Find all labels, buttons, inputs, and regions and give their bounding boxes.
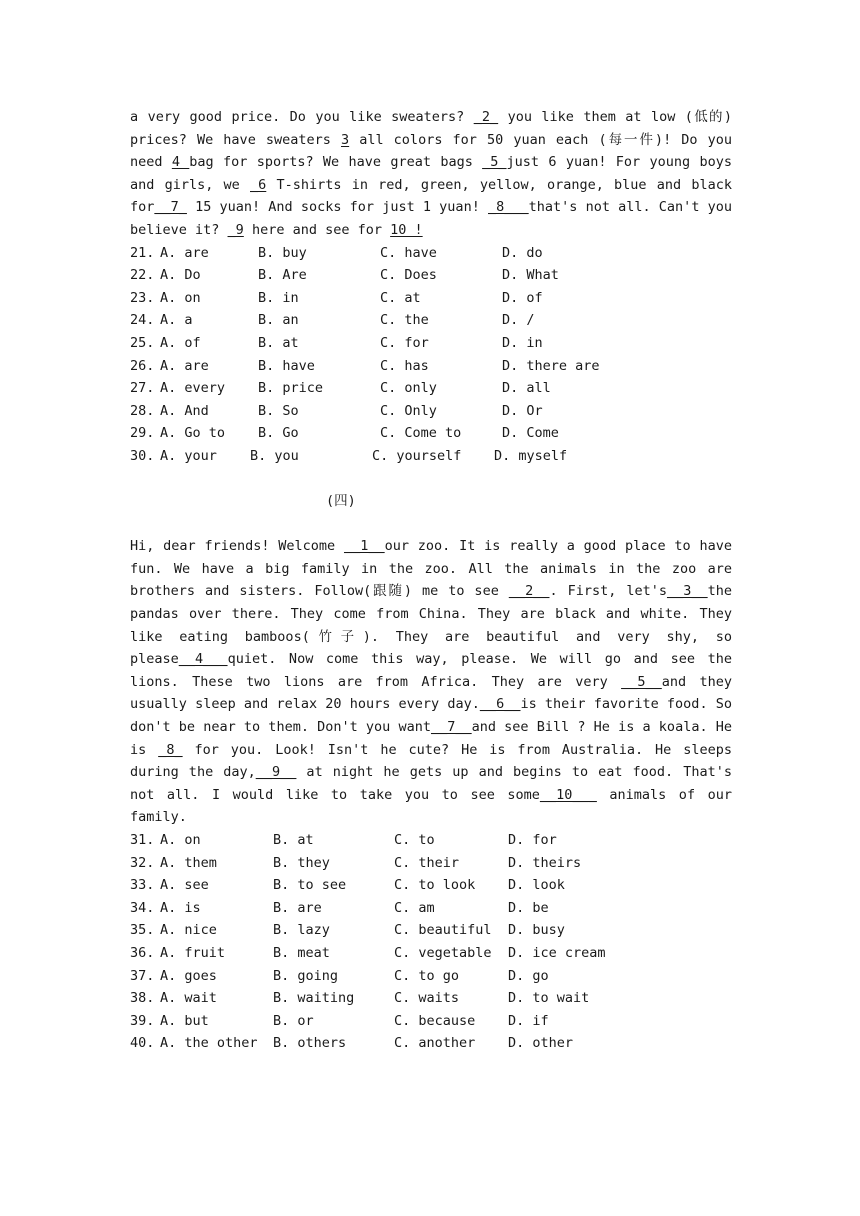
option-d: D. be xyxy=(508,899,549,916)
option-d: D. do xyxy=(502,244,543,261)
option-b: B. waiting xyxy=(273,990,355,1007)
option-c: C. vegetable xyxy=(394,944,492,961)
passage-text: a very good price. Do you like sweaters? xyxy=(130,109,474,125)
question-number: 28. xyxy=(130,402,155,419)
answer-blank: _8_ xyxy=(158,741,183,758)
option-d: D. look xyxy=(508,877,565,894)
option-b: B. you xyxy=(250,447,299,464)
option-b: B. lazy xyxy=(273,922,330,939)
question-row xyxy=(130,309,732,332)
option-c: C. Does xyxy=(380,267,437,284)
question-row xyxy=(130,965,732,988)
option-b: B. to see xyxy=(273,877,347,894)
question-number: 30. xyxy=(130,447,155,464)
question-number: 40. xyxy=(130,1035,155,1052)
option-c: C. to xyxy=(394,832,435,848)
option-a: A. the other xyxy=(160,1035,258,1052)
question-row xyxy=(130,1010,732,1033)
passage-text: here and see for xyxy=(243,221,391,238)
answer-blank: _9 xyxy=(227,221,244,238)
question-row xyxy=(130,355,732,378)
option-d: D. What xyxy=(502,267,559,284)
option-d: D. myself xyxy=(494,447,568,464)
option-a: A. see xyxy=(160,877,209,894)
question-list-21-30 xyxy=(130,242,732,468)
passage-text: Hi, dear friends! Welcome xyxy=(130,538,344,555)
option-a: A. your xyxy=(160,447,217,464)
option-c: C. to look xyxy=(394,877,476,894)
option-c: C. their xyxy=(394,854,460,871)
option-b: B. are xyxy=(273,899,322,916)
option-b: B. going xyxy=(273,967,339,984)
answer-blank: __7__ xyxy=(430,719,472,736)
question-number: 38. xyxy=(130,990,155,1007)
option-a: A. a xyxy=(160,312,193,329)
question-number: 26. xyxy=(130,357,155,374)
question-number: 33. xyxy=(130,877,155,894)
question-row xyxy=(130,874,732,897)
option-b: B. buy xyxy=(258,244,307,261)
question-number: 39. xyxy=(130,1012,155,1029)
question-row xyxy=(130,897,732,920)
option-c: C. another xyxy=(394,1035,476,1052)
passage-text: the pandas over there. They come from China. They are black and white. They like eating bamboos(竹子). They are beautiful and very shy, so please xyxy=(130,583,732,668)
question-number: 22. xyxy=(130,267,155,284)
option-b: B. have xyxy=(258,357,315,374)
answer-blank: _6 xyxy=(250,176,267,193)
option-c: C. beautiful xyxy=(394,922,492,939)
option-d: D. of xyxy=(502,289,543,306)
passage-text: and they usually sleep and relax 20 hours every day. xyxy=(130,673,732,713)
answer-blank: __1__ xyxy=(343,538,385,555)
question-number: 24. xyxy=(130,312,155,329)
option-b: B. they xyxy=(273,854,330,871)
answer-blank: __4___ xyxy=(178,651,228,668)
option-d: D. busy xyxy=(508,922,565,939)
option-c: C. the xyxy=(380,312,429,329)
option-b: B. at xyxy=(273,832,314,848)
option-a: A. fruit xyxy=(160,944,226,961)
option-a: A. of xyxy=(160,334,201,351)
option-a: A. every xyxy=(160,380,226,397)
passage-text: our zoo. It is really a good place to have fun. We have a big family in the zoo. All the animals in the zoo are brothers and sisters. Follow(跟随) me to see xyxy=(130,538,732,600)
question-row xyxy=(130,852,732,875)
passage-text: that's not all. Can't you believe it? xyxy=(130,199,732,238)
question-row xyxy=(130,400,732,423)
question-row xyxy=(130,1032,732,1055)
option-c: C. at xyxy=(380,289,421,306)
option-b: B. or xyxy=(273,1012,314,1029)
answer-blank: 4 xyxy=(171,154,190,171)
answer-blank: _5_ xyxy=(482,154,507,171)
answer-blank: __7_ xyxy=(154,199,187,216)
question-number: 31. xyxy=(130,832,155,848)
option-d: D. if xyxy=(508,1012,549,1029)
question-number: 35. xyxy=(130,922,155,939)
question-row xyxy=(130,919,732,942)
question-number: 37. xyxy=(130,967,155,984)
option-a: A. but xyxy=(160,1012,209,1029)
option-d: D. to wait xyxy=(508,990,590,1007)
question-number: 25. xyxy=(130,334,155,351)
option-a: A. are xyxy=(160,244,209,261)
question-row xyxy=(130,422,732,445)
question-list-31-40 xyxy=(130,829,732,1055)
option-a: A. Go to xyxy=(160,425,226,442)
option-c: C. am xyxy=(394,899,435,916)
question-number: 34. xyxy=(130,899,155,916)
option-a: A. Do xyxy=(160,267,201,284)
option-d: D. Or xyxy=(502,402,543,419)
question-row xyxy=(130,445,732,468)
passage-section-4 xyxy=(130,535,732,829)
option-d: D. in xyxy=(502,334,543,351)
option-a: A. is xyxy=(160,899,201,916)
option-b: B. an xyxy=(258,312,299,329)
passage-text: quiet. Now come this way, please. We will go and see the lions. These two lions are from Africa. They are very xyxy=(130,651,732,690)
option-b: B. at xyxy=(258,334,299,351)
option-d: D. all xyxy=(502,380,551,397)
option-c: C. to go xyxy=(394,967,460,984)
option-c: C. yourself xyxy=(372,447,462,464)
question-number: 21. xyxy=(130,244,155,261)
answer-blank: __10___ xyxy=(539,786,597,803)
option-d: D. go xyxy=(508,967,549,984)
question-row xyxy=(130,987,732,1010)
option-a: A. And xyxy=(160,402,209,419)
question-row xyxy=(130,332,732,355)
option-a: A. are xyxy=(160,357,209,374)
option-d: D. other xyxy=(508,1035,574,1052)
option-c: C. have xyxy=(380,244,437,261)
answer-blank: __3__ xyxy=(666,583,708,600)
answer-blank: _2_ xyxy=(473,109,499,125)
answer-blank: __6__ xyxy=(479,696,521,713)
option-d: D. ice cream xyxy=(508,944,606,961)
option-a: A. on xyxy=(160,289,201,306)
question-number: 29. xyxy=(130,425,155,442)
option-d: D. / xyxy=(502,312,535,329)
passage-section-3 xyxy=(130,106,732,242)
passage-text: you like them at low (低的) prices? We have sweaters xyxy=(130,109,732,148)
option-b: B. others xyxy=(273,1035,347,1052)
answer-blank: 10 ! xyxy=(390,221,423,238)
question-row xyxy=(130,264,732,287)
option-a: A. goes xyxy=(160,967,217,984)
passage-text: animals of our family. xyxy=(130,786,732,826)
option-b: B. Go xyxy=(258,425,299,442)
option-b: B. price xyxy=(258,380,324,397)
passage-text: for you. Look! Isn't he cute? He is from Australia. He sleeps during the day, xyxy=(130,741,732,781)
option-d: D. theirs xyxy=(508,854,582,871)
answer-blank: _8___ xyxy=(488,199,529,216)
answer-blank: __5__ xyxy=(621,673,662,690)
option-b: B. Are xyxy=(258,267,307,284)
option-d: D. for xyxy=(508,832,557,848)
option-c: C. waits xyxy=(394,990,460,1007)
option-c: C. Only xyxy=(380,402,437,419)
question-row xyxy=(130,829,732,852)
passage-text: all colors for 50 yuan each (每一件)! Do you need xyxy=(130,131,732,171)
option-c: C. for xyxy=(380,334,429,351)
passage-text: just 6 yuan! For young boys and girls, we xyxy=(130,154,732,193)
passage-text: bag for sports? We have great bags xyxy=(189,154,483,171)
passage-text: T-shirts in red, green, yellow, orange, blue and black for xyxy=(130,176,732,216)
passage-text: . First, let's xyxy=(549,583,667,600)
option-c: C. has xyxy=(380,357,429,374)
answer-blank: __9__ xyxy=(255,764,297,781)
option-b: B. meat xyxy=(273,944,330,961)
question-number: 32. xyxy=(130,854,155,871)
option-a: A. on xyxy=(160,832,201,848)
option-b: B. in xyxy=(258,289,299,306)
option-c: C. Come to xyxy=(380,425,462,442)
passage-text: is their favorite food. So don't be near to them. Don't you want xyxy=(130,696,732,736)
question-row xyxy=(130,377,732,400)
answer-blank: __2__ xyxy=(508,583,550,600)
section-heading-4: (四) xyxy=(326,493,356,510)
option-c: C. because xyxy=(394,1012,476,1029)
question-row xyxy=(130,287,732,310)
question-number: 27. xyxy=(130,380,155,397)
answer-blank: 3 xyxy=(341,131,350,148)
document-page xyxy=(130,106,732,1055)
option-a: A. wait xyxy=(160,990,217,1007)
question-row xyxy=(130,242,732,265)
question-row xyxy=(130,942,732,965)
question-number: 23. xyxy=(130,289,155,306)
option-a: A. them xyxy=(160,854,217,871)
option-d: D. there are xyxy=(502,357,600,374)
question-number: 36. xyxy=(130,944,155,961)
option-d: D. Come xyxy=(502,425,559,442)
passage-text: 15 yuan! And socks for just 1 yuan! xyxy=(186,199,488,216)
passage-text: at night he gets up and begins to eat food. That's not all. I would like to take you to see some xyxy=(130,764,732,803)
passage-text: and see Bill ? He is a koala. He is xyxy=(130,719,732,758)
option-c: C. only xyxy=(380,380,437,397)
option-a: A. nice xyxy=(160,922,217,939)
option-b: B. So xyxy=(258,402,299,419)
